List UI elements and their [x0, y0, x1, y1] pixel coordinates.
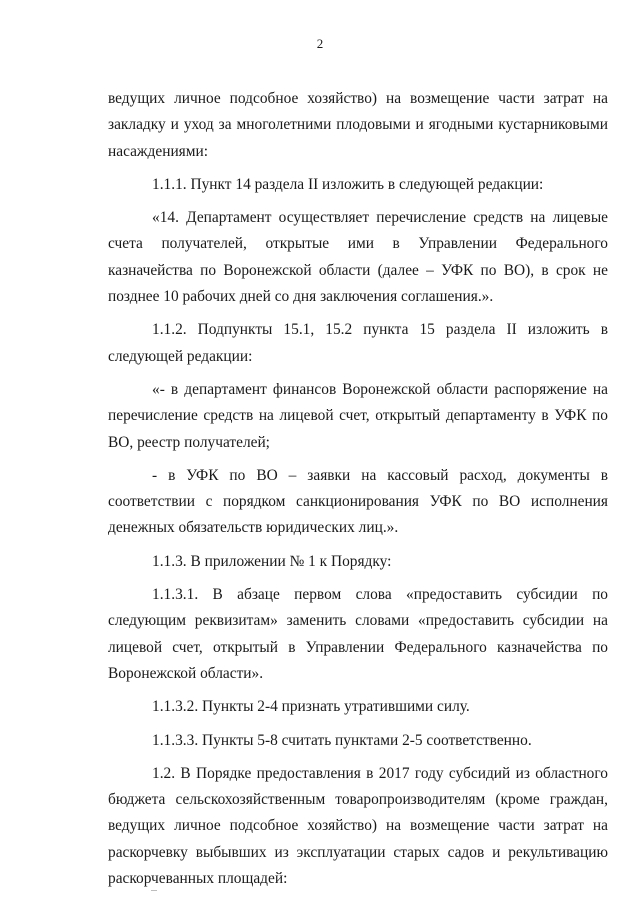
paragraph-finance-department: «- в департамент финансов Воронежской области распоряжение на перечисление средств на лицевой счет, открытый департаменту в УФК по ВО, реестр получателей; — [108, 380, 608, 451]
paragraph-ufk-requests: - в УФК по ВО – заявки на кассовый расход, документы в соответствии с порядком санкционирования УФК по ВО исполнения денежных обязательств юридических лиц.». — [108, 466, 608, 537]
paragraph-1-1-2: 1.1.2. Подпункты 15.1, 15.2 пункта 15 раздела II изложить в следующей редакции: — [108, 321, 608, 365]
document-body — [108, 86, 608, 892]
paragraph-point-14: «14. Департамент осуществляет перечисление средств на лицевые счета получателей, открытые ими в Управлении Федерального казначейства по Воронежской области (далее – УФК по ВО), в срок не позднее 10 рабочих дней со дня заключения соглашения.». — [108, 209, 608, 306]
paragraph-1-1-3: 1.1.3. В приложении № 1 к Порядку: — [152, 552, 392, 570]
page-number: 2 — [316, 36, 324, 51]
paragraph-1-1-3-3: 1.1.3.3. Пункты 5-8 считать пунктами 2-5 соответственно. — [152, 731, 532, 749]
paragraph-1-2: 1.2. В Порядке предоставления в 2017 году субсидий из областного бюджета сельскохозяйственным товаропроизводителям (кроме граждан, ведущих личное подсобное хозяйство) на возмещение части затрат на раскорчевку выбывших из эксплуатации старых садов и рекультивацию раскорчеванных площадей: — [108, 764, 608, 888]
paragraph-1-1-3-1: 1.1.3.1. В абзаце первом слова «предоставить субсидии по следующим реквизитам» заменить словами «предоставить субсидии на лицевой счет, открытый в Управлении Федерального казначейства по Воронежской области». — [108, 586, 608, 682]
paragraph-1-1-3-2: 1.1.3.2. Пункты 2-4 признать утратившими силу. — [152, 698, 470, 716]
paragraph-1-1-1: 1.1.1. Пункт 14 раздела II изложить в следующей редакции: — [152, 175, 544, 193]
scan-mark — [151, 890, 157, 891]
paragraph-continuation: ведущих личное подсобное хозяйство) на возмещение части затрат на закладку и уход за многолетними плодовыми и ягодными кустарниковыми насаждениями: — [108, 90, 608, 160]
